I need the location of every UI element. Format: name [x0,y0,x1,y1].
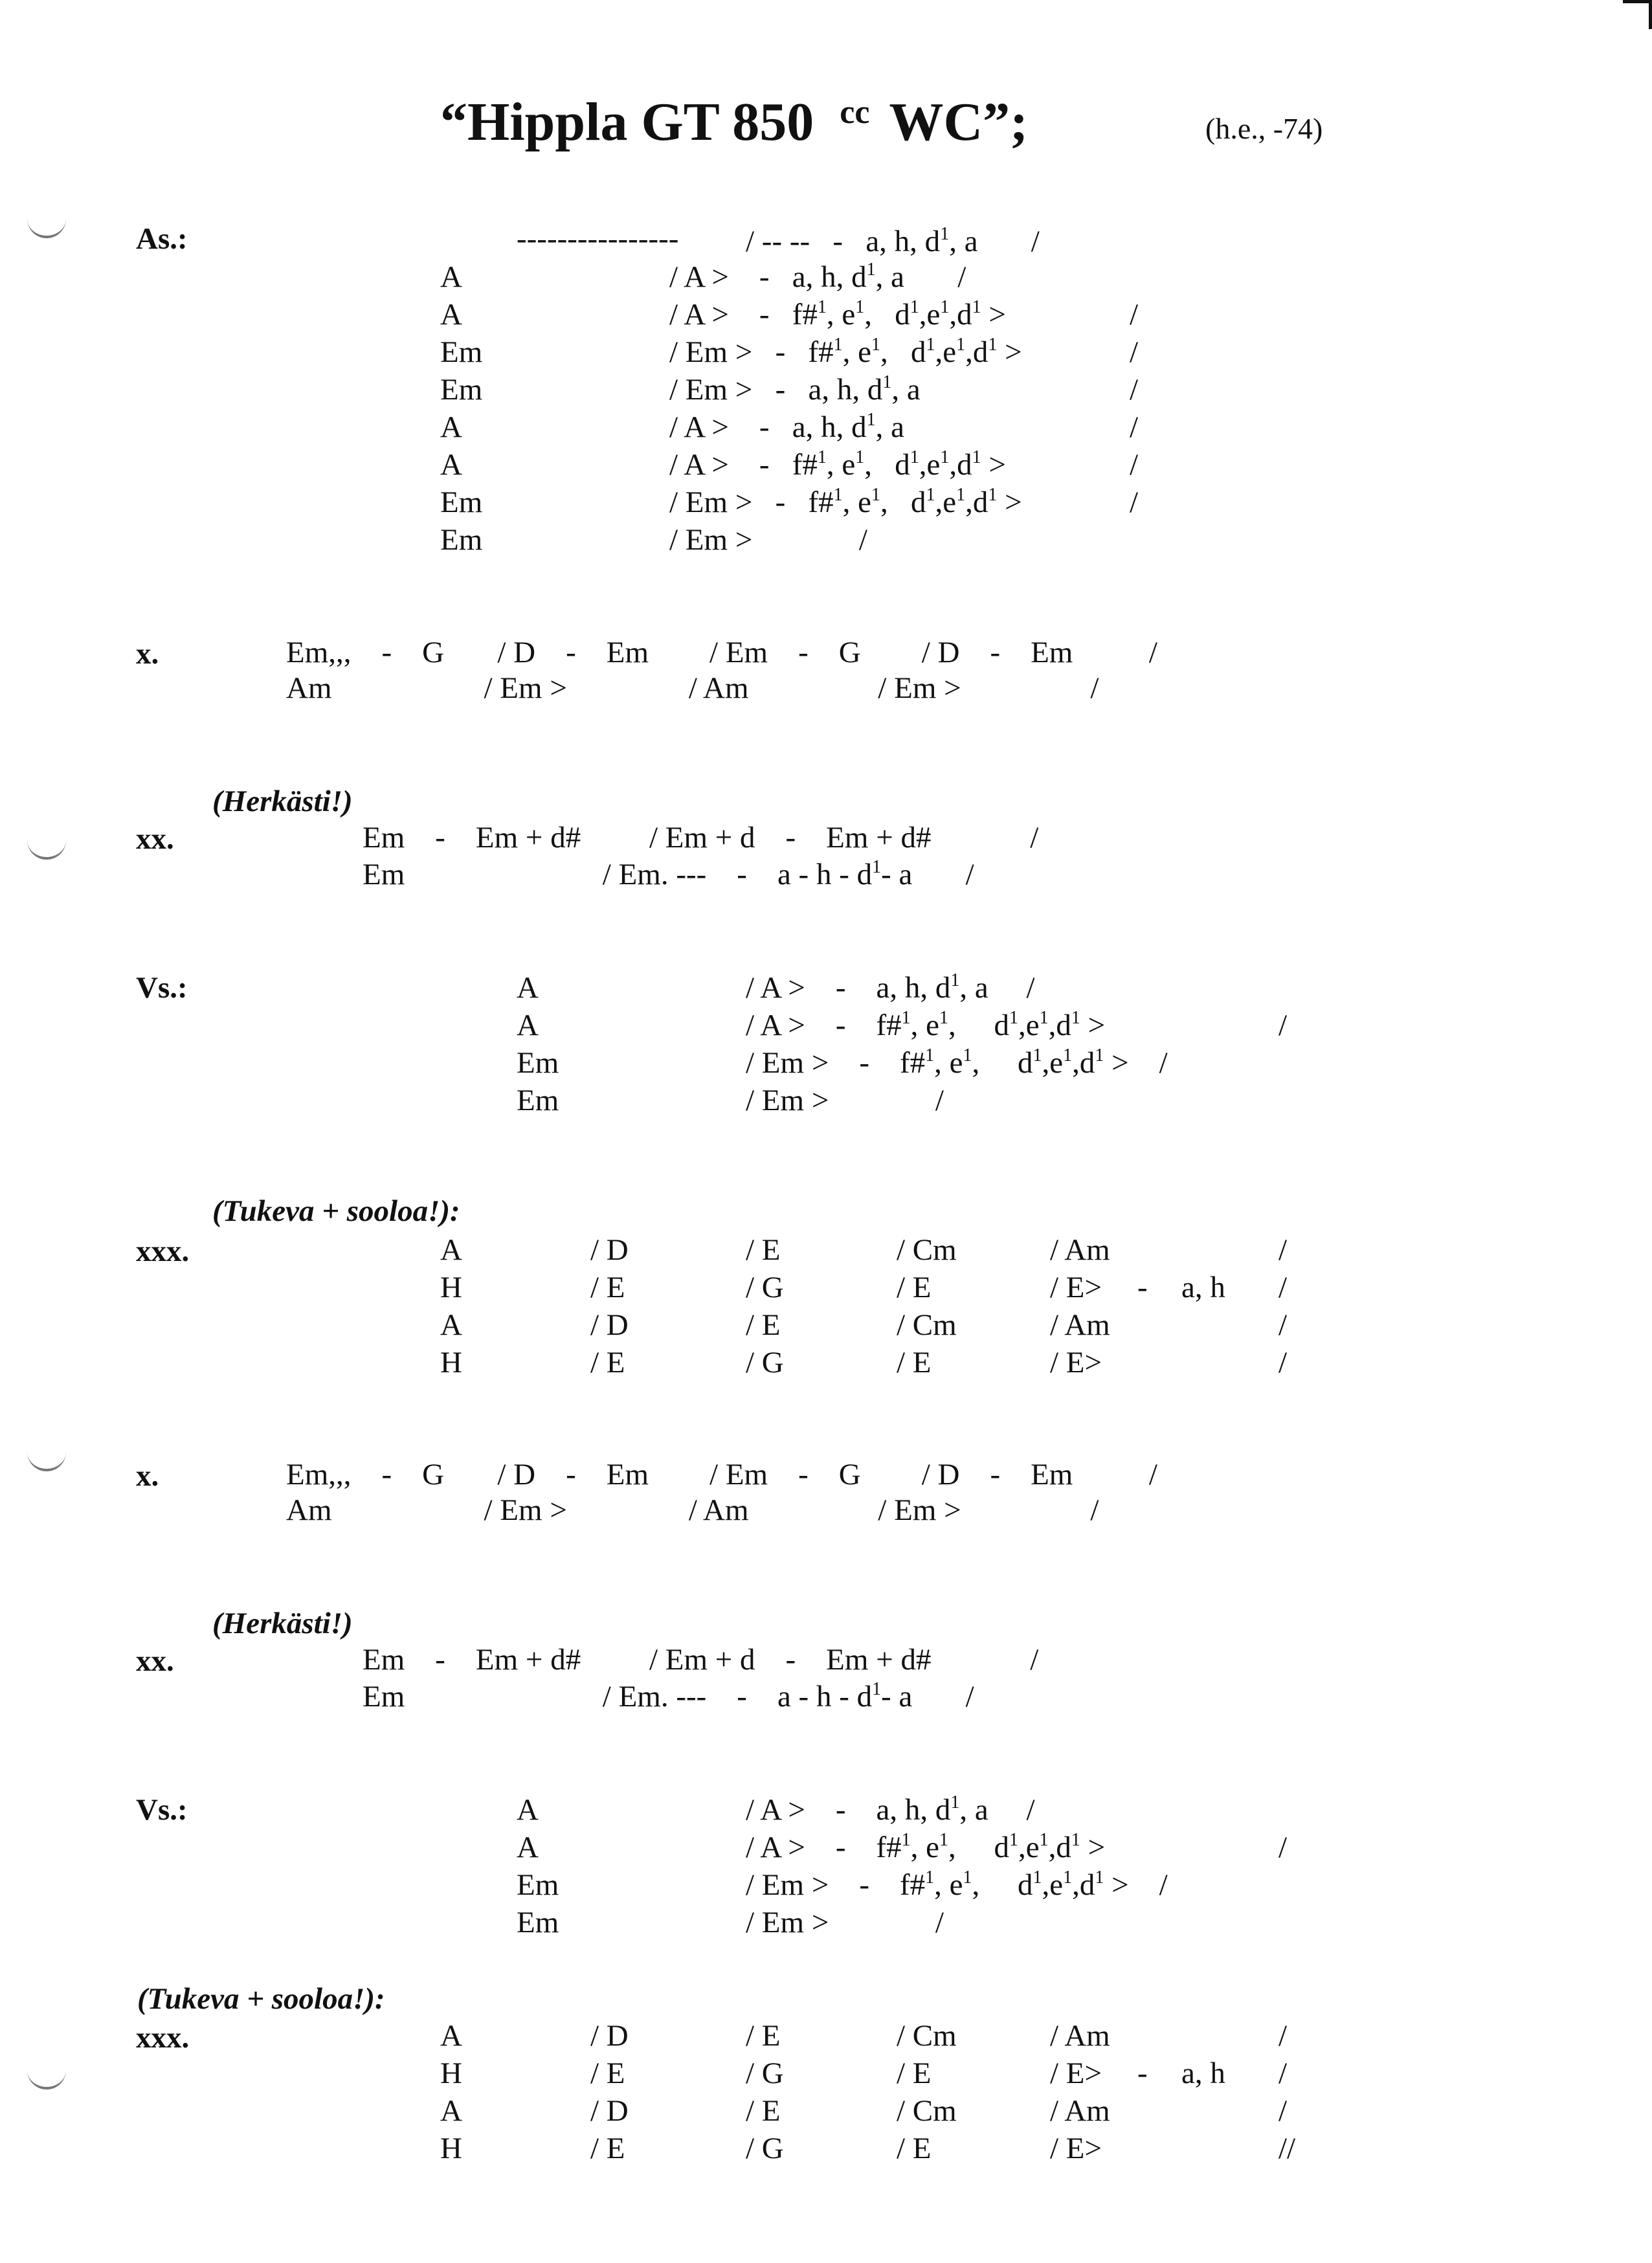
section-label-xxx: xxx. [136,1234,190,1268]
xxx-cell: / E [746,1308,781,1342]
author-year: (h.e., -74) [1205,112,1323,145]
xxx-cell: / E> [1050,1271,1102,1304]
xxx-cell: / E [746,1233,781,1267]
xxx-cell: H [440,2057,462,2090]
xx-row-1: Em - Em + d# / Em + d - Em + d# / [363,821,1039,854]
xxx-cell: / D [590,1308,629,1342]
xxx-cell: / E [897,1346,932,1379]
xxx-cell: a, h [1181,1271,1225,1304]
x-row-1: Em,,, - G / D - Em / Em - G / D - Em / [286,1458,1157,1491]
xx-row-2: Em / Em. --- - a - h - $d^1-$ a / [363,857,974,891]
xxx-cell: / E> [1050,2057,1102,2090]
xxx-cell: - [1137,1271,1148,1304]
x-row-1: Em,,, - G / D - Em / Em - G / D - Em / [286,636,1157,669]
intro-chord: A [440,260,462,294]
bar-end-slash: / [1130,373,1139,407]
xxx-cell: / E [590,1271,625,1304]
x-row-2: Am / Em > / Am / Em > / [286,671,1099,705]
bar-end-slash: // [1278,2132,1296,2165]
song-title: “Hippla GT 850 $^{cc}$ WC”; [440,92,1029,152]
xxx-note: (Tukeva + sooloa!): [212,1194,460,1228]
bar-end-slash: / [1278,1233,1288,1267]
xxx-cell: / D [590,2094,629,2128]
intro-chord: A [440,298,462,331]
xxx-cell: / Am [1050,1308,1110,1342]
bar-end-slash: / [1278,2057,1288,2090]
xxx-cell: / D [590,2019,629,2053]
xxx-cell: / E [590,1346,625,1379]
bar-end-slash: / [1278,1271,1288,1304]
xxx-cell: / E [590,2132,625,2165]
xxx-cell: / Cm [897,1308,957,1342]
page-edge-mark [1623,0,1652,29]
intro-chord: Em [440,373,483,407]
xxx-cell: / E [590,2057,625,2090]
xxx-cell: / Am [1050,1233,1110,1267]
xxx-cell: / E> [1050,1346,1102,1379]
section-label-xx: xx. [136,1644,174,1678]
x-row-2: Am / Em > / Am / Em > / [286,1493,1099,1527]
xxx-cell: / E [746,2019,781,2053]
section-label-x: x. [136,1459,159,1493]
xxx-cell: / Cm [897,1233,957,1267]
intro-bar: / Em > - f#$^1$, $e^1$, $d^1,e^1,d^1$ > [669,485,1022,519]
intro-dashes: ---------------- [517,222,679,256]
intro-chord: A [440,448,462,482]
bar-end-slash: / [1130,485,1139,519]
section-label-xx: xx. [136,822,174,856]
verse-chord: Em [517,1084,559,1117]
verse-chord: A [517,1831,539,1864]
verse-chord: Em [517,1868,559,1902]
verse-chord: Em [517,1906,559,1939]
verse-bar: / A > - a, h, $d^1$, a / [746,1792,1035,1827]
verse-bar: / A > - f#$^1$, $e^1$, $d^1,e^1,d^1$ > [746,1830,1106,1864]
verse-chord: A [517,971,539,1005]
verse-chord: A [517,1793,539,1827]
intro-chord: Em [440,485,483,519]
xxx-cell: A [440,2019,462,2053]
intro-bar: / A > - f#$^1$, $e^1$, $d^1,e^1,d^1$ > [669,447,1006,482]
intro-chord: Em [440,523,483,557]
section-label-x: x. [136,637,159,671]
xxx-cell: / E [897,2057,932,2090]
xxx-cell: / G [746,2057,784,2090]
bar-end-slash: / [1278,1009,1288,1042]
intro-bar: / Em > - a, h, $d^1$, a [669,372,921,407]
verse-bar: / Em > / [746,1084,944,1117]
section-label-verse: Vs.: [136,971,188,1005]
xxx-cell: / Cm [897,2019,957,2053]
margin-check-mark [27,214,66,238]
intro-bar: / A > - a, h, $d^1$, a [669,410,904,444]
margin-check-mark [27,2065,66,2090]
xxx-cell: / Am [1050,2094,1110,2128]
verse-bar: / Em > - f#$^1$, $e^1$, $d^1,e^1,d^1$ > / [746,1867,1168,1902]
xxx-cell: H [440,1346,462,1379]
xxx-cell: / Cm [897,2094,957,2128]
intro-bar: / Em > - f#$^1$, $e^1$, $d^1,e^1,d^1$ > [669,335,1022,369]
intro-bar: / A > - a, h, $d^1$, a / [669,260,966,294]
intro-first-bar: / -- -- - a, h, $d^1$, a / [746,224,1040,258]
margin-check-mark [27,1447,66,1471]
xxx-cell: A [440,2094,462,2128]
xx-note: (Herkästi!) [212,785,353,818]
section-label-intro: As.: [136,222,188,256]
xxx-cell: / G [746,2132,784,2165]
xxx-cell: / D [590,1233,629,1267]
xxx-cell: / E [897,2132,932,2165]
xxx-cell: / E [897,1271,932,1304]
bar-end-slash: / [1278,2019,1288,2053]
verse-bar: / A > - f#$^1$, $e^1$, $d^1,e^1,d^1$ > [746,1008,1106,1042]
verse-bar: / A > - a, h, $d^1$, a / [746,970,1035,1005]
bar-end-slash: / [1278,2094,1288,2128]
intro-chord: A [440,410,462,444]
xxx-cell: / E [746,2094,781,2128]
bar-end-slash: / [1130,298,1139,331]
verse-bar: / Em > - f#$^1$, $e^1$, $d^1,e^1,d^1$ > / [746,1045,1168,1080]
verse-bar: / Em > / [746,1906,944,1939]
intro-chord: Em [440,335,483,369]
xxx-cell: A [440,1233,462,1267]
xxx-cell: - [1137,2057,1148,2090]
intro-bar: / A > - f#$^1$, $e^1$, $d^1,e^1,d^1$ > [669,297,1006,331]
section-label-verse: Vs.: [136,1793,188,1827]
bar-end-slash: / [1278,1346,1288,1379]
xxx-cell: A [440,1308,462,1342]
intro-bar: / Em > / [669,523,867,557]
xxx-cell: / E> [1050,2132,1102,2165]
bar-end-slash: / [1130,448,1139,482]
xx-row-2: Em / Em. --- - a - h - $d^1-$ a / [363,1679,974,1713]
verse-chord: A [517,1009,539,1042]
xxx-note: (Tukeva + sooloa!): [137,1982,385,2016]
xxx-cell: / G [746,1271,784,1304]
xx-note: (Herkästi!) [212,1607,353,1640]
xxx-cell: H [440,1271,462,1304]
bar-end-slash: / [1130,335,1139,369]
xxx-cell: / G [746,1346,784,1379]
margin-check-mark [27,835,66,860]
verse-chord: Em [517,1046,559,1080]
bar-end-slash: / [1278,1831,1288,1864]
xxx-cell: a, h [1181,2057,1225,2090]
xx-row-1: Em - Em + d# / Em + d - Em + d# / [363,1643,1039,1677]
bar-end-slash: / [1278,1308,1288,1342]
xxx-cell: / Am [1050,2019,1110,2053]
xxx-cell: H [440,2132,462,2165]
section-label-xxx: xxx. [136,2021,190,2055]
bar-end-slash: / [1130,410,1139,444]
